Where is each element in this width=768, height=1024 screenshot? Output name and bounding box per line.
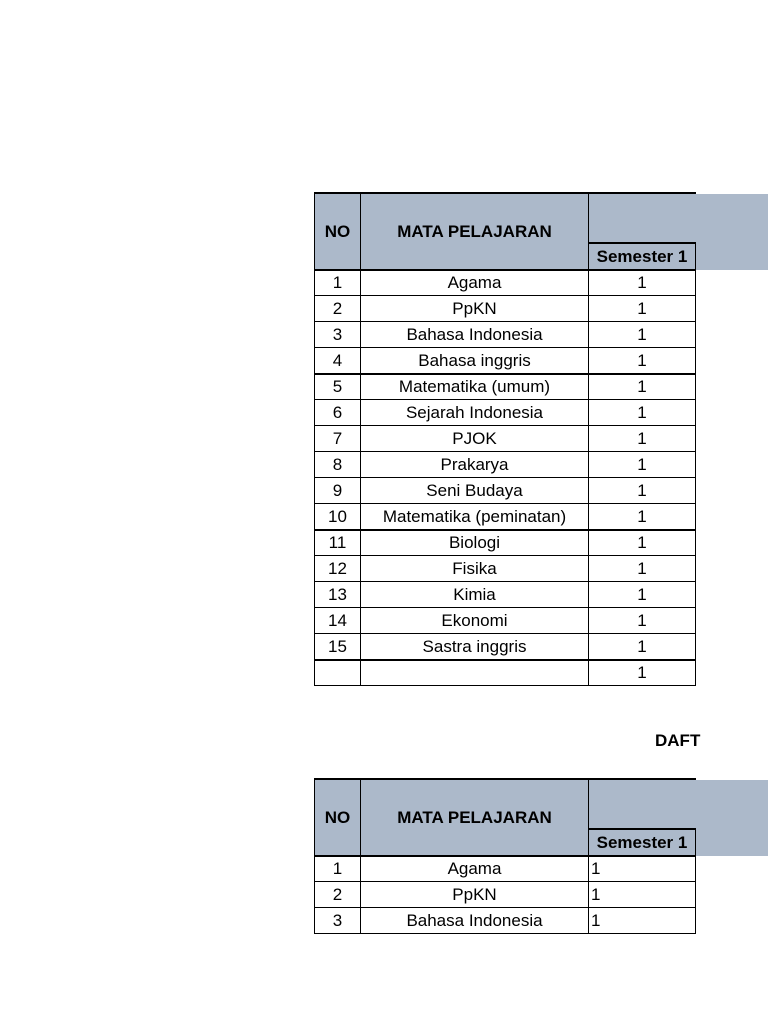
row-no: 6 <box>314 399 361 426</box>
row-semester-1: 1 <box>588 633 696 660</box>
row-no: 13 <box>314 581 361 608</box>
row-semester-1: 1 <box>588 529 696 556</box>
row-no: 2 <box>314 295 361 322</box>
row-semester-1: 1 <box>588 425 696 452</box>
row-no: 15 <box>314 633 361 660</box>
row-semester-1: 1 <box>588 269 696 296</box>
row-semester-1: 1 <box>588 855 696 882</box>
row-semester-1: 1 <box>588 503 696 530</box>
section-title-fragment: DAFT <box>655 731 701 750</box>
row-semester-1: 1 <box>588 581 696 608</box>
row-semester-1: 1 <box>588 451 696 478</box>
row-subject: Ekonomi <box>360 607 589 634</box>
header-subject: MATA PELAJARAN <box>360 192 589 270</box>
header-semester-1: Semester 1 <box>588 242 696 270</box>
row-subject: Bahasa Indonesia <box>360 907 589 934</box>
row-no: 12 <box>314 555 361 582</box>
row-semester-1: 1 <box>588 477 696 504</box>
row-semester-1: 1 <box>588 399 696 426</box>
row-subject: PJOK <box>360 425 589 452</box>
row-no: 1 <box>314 855 361 882</box>
row-semester-1: 1 <box>588 373 696 400</box>
header-semester-group <box>588 192 696 244</box>
row-subject: Agama <box>360 855 589 882</box>
row-subject: PpKN <box>360 881 589 908</box>
row-no: 1 <box>314 269 361 296</box>
row-subject <box>360 659 589 686</box>
row-no: 8 <box>314 451 361 478</box>
row-subject: Fisika <box>360 555 589 582</box>
row-no: 5 <box>314 373 361 400</box>
row-semester-1: 1 <box>588 555 696 582</box>
header-no: NO <box>314 778 361 856</box>
row-semester-1: 1 <box>588 347 696 374</box>
row-no: 2 <box>314 881 361 908</box>
row-no <box>314 659 361 686</box>
row-subject: Matematika (peminatan) <box>360 503 589 530</box>
row-no: 3 <box>314 321 361 348</box>
row-subject: Sastra inggris <box>360 633 589 660</box>
header-semester-group <box>588 778 696 830</box>
row-no: 3 <box>314 907 361 934</box>
header-semester-1: Semester 1 <box>588 828 696 856</box>
row-semester-1: 1 <box>588 659 696 686</box>
header-no: NO <box>314 192 361 270</box>
row-semester-1: 1 <box>588 907 696 934</box>
row-subject: Seni Budaya <box>360 477 589 504</box>
row-semester-1: 1 <box>588 295 696 322</box>
row-semester-1: 1 <box>588 321 696 348</box>
row-subject: Agama <box>360 269 589 296</box>
row-no: 11 <box>314 529 361 556</box>
row-subject: Prakarya <box>360 451 589 478</box>
row-subject: Matematika (umum) <box>360 373 589 400</box>
row-subject: Bahasa Indonesia <box>360 321 589 348</box>
row-subject: PpKN <box>360 295 589 322</box>
row-no: 7 <box>314 425 361 452</box>
row-subject: Sejarah Indonesia <box>360 399 589 426</box>
row-no: 14 <box>314 607 361 634</box>
row-no: 4 <box>314 347 361 374</box>
row-no: 10 <box>314 503 361 530</box>
row-no: 9 <box>314 477 361 504</box>
row-subject: Biologi <box>360 529 589 556</box>
row-subject: Kimia <box>360 581 589 608</box>
row-subject: Bahasa inggris <box>360 347 589 374</box>
row-semester-1: 1 <box>588 881 696 908</box>
row-semester-1: 1 <box>588 607 696 634</box>
header-subject: MATA PELAJARAN <box>360 778 589 856</box>
